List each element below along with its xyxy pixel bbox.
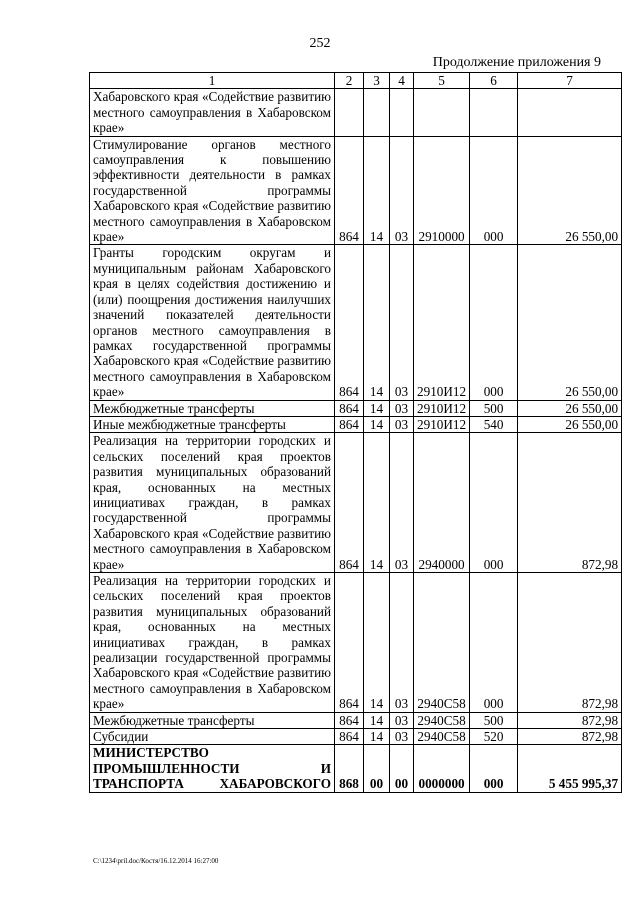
cell-code-2: 864	[335, 433, 364, 573]
table-row	[90, 245, 622, 400]
cell-code-6: 000	[470, 136, 518, 245]
cell-amount: 872,98	[518, 573, 622, 713]
cell-amount: 872,98	[518, 712, 622, 728]
cell-code-4: 03	[390, 136, 414, 245]
budget-table	[89, 72, 622, 793]
header-cell: 5	[414, 73, 470, 89]
cell-code-3: 14	[364, 400, 390, 416]
header-row	[90, 73, 622, 89]
cell-code-5: 2940000	[414, 433, 470, 573]
row-name: Реализация на территории городских и сельских поселений края проектов развития муниципальных образований края, основанных на местных инициативах граждан, в рамках государственной программы Хабаровского края «Содействие развитию местного самоуправления в Хабаровском крае»	[90, 433, 335, 573]
cell-code-5: 2910000	[414, 136, 470, 245]
header-cell: 6	[470, 73, 518, 89]
cell-code-4	[390, 89, 414, 136]
cell-amount	[518, 89, 622, 136]
cell-code-2: 864	[335, 573, 364, 713]
cell-amount: 5 455 995,37	[518, 745, 622, 792]
cell-code-4: 03	[390, 433, 414, 573]
row-name: Реализация на территории городских и сельских поселений края проектов развития муниципальных образований края, основанных на местных инициативах граждан, в рамках реализации государственной программы Хабаровского края «Содействие развитию местного самоуправления в Хабаровском крае»	[90, 573, 335, 713]
cell-code-6: 500	[470, 712, 518, 728]
cell-code-3: 00	[364, 745, 390, 792]
row-name: МИНИСТЕРСТВО ПРОМЫШЛЕННОСТИ И ТРАНСПОРТА ХАБАРОВСКОГО	[90, 745, 335, 792]
cell-code-3: 14	[364, 712, 390, 728]
cell-code-2: 868	[335, 745, 364, 792]
cell-code-4: 03	[390, 245, 414, 400]
cell-code-6: 000	[470, 573, 518, 713]
cell-amount: 872,98	[518, 433, 622, 573]
cell-code-2: 864	[335, 729, 364, 745]
table-row	[90, 416, 622, 432]
file-path-footer: C:\1234\pril.doc/Костя/16.12.2014 16:27:00	[93, 857, 219, 865]
table-row	[90, 89, 622, 136]
cell-amount: 26 550,00	[518, 416, 622, 432]
cell-code-5: 2940С58	[414, 712, 470, 728]
cell-code-3: 14	[364, 433, 390, 573]
page-number: 252	[309, 36, 331, 51]
cell-code-2: 864	[335, 416, 364, 432]
cell-code-5: 2940С58	[414, 729, 470, 745]
continuation-label: Продолжение приложения 9	[432, 55, 601, 70]
cell-amount: 26 550,00	[518, 400, 622, 416]
cell-code-2: 864	[335, 136, 364, 245]
cell-code-3: 14	[364, 136, 390, 245]
cell-code-2: 864	[335, 712, 364, 728]
cell-code-3: 14	[364, 729, 390, 745]
row-name: Межбюджетные трансферты	[90, 712, 335, 728]
row-name: Иные межбюджетные трансферты	[90, 416, 335, 432]
table-row	[90, 712, 622, 728]
header-cell: 4	[390, 73, 414, 89]
table-row	[90, 573, 622, 713]
cell-code-3	[364, 89, 390, 136]
header-cell: 7	[518, 73, 622, 89]
cell-code-3: 14	[364, 573, 390, 713]
cell-code-5: 2910И12	[414, 245, 470, 400]
cell-code-6: 520	[470, 729, 518, 745]
table-row	[90, 729, 622, 745]
cell-code-2: 864	[335, 245, 364, 400]
row-name: Стимулирование органов местного самоуправления к повышению эффективности деятельности в рамках государственной программы Хабаровского края «Содействие развитию местного самоуправления в Хабаровском крае»	[90, 136, 335, 245]
table-row-ministry	[90, 745, 622, 792]
cell-amount: 26 550,00	[518, 136, 622, 245]
header-cell: 2	[335, 73, 364, 89]
cell-code-2	[335, 89, 364, 136]
cell-code-6	[470, 89, 518, 136]
cell-code-4: 03	[390, 416, 414, 432]
cell-code-4: 03	[390, 712, 414, 728]
cell-code-5	[414, 89, 470, 136]
cell-code-2: 864	[335, 400, 364, 416]
cell-code-5: 2910И12	[414, 400, 470, 416]
cell-code-5: 0000000	[414, 745, 470, 792]
cell-code-6: 500	[470, 400, 518, 416]
cell-code-5: 2940С58	[414, 573, 470, 713]
cell-code-4: 03	[390, 573, 414, 713]
table-row	[90, 433, 622, 573]
table-row	[90, 136, 622, 245]
row-name: Хабаровского края «Содействие развитию местного самоуправления в Хабаровском крае»	[90, 89, 335, 136]
header-cell: 3	[364, 73, 390, 89]
table-row	[90, 400, 622, 416]
cell-code-4: 03	[390, 729, 414, 745]
row-name: Гранты городским округам и муниципальным районам Хабаровского края в целях содействия достижению и (или) поощрения достижения наилучших значений показателей деятельности органов местного самоуправления в рамках государственной программы Хабаровского края «Содействие развитию местного самоуправления в Хабаровском крае»	[90, 245, 335, 400]
cell-code-3: 14	[364, 416, 390, 432]
cell-code-6: 000	[470, 745, 518, 792]
cell-code-6: 000	[470, 245, 518, 400]
cell-code-3: 14	[364, 245, 390, 400]
row-name: Субсидии	[90, 729, 335, 745]
cell-code-6: 540	[470, 416, 518, 432]
cell-code-6: 000	[470, 433, 518, 573]
header-cell: 1	[90, 73, 335, 89]
cell-amount: 872,98	[518, 729, 622, 745]
cell-amount: 26 550,00	[518, 245, 622, 400]
cell-code-5: 2910И12	[414, 416, 470, 432]
cell-code-4: 03	[390, 400, 414, 416]
cell-code-4: 00	[390, 745, 414, 792]
row-name: Межбюджетные трансферты	[90, 400, 335, 416]
